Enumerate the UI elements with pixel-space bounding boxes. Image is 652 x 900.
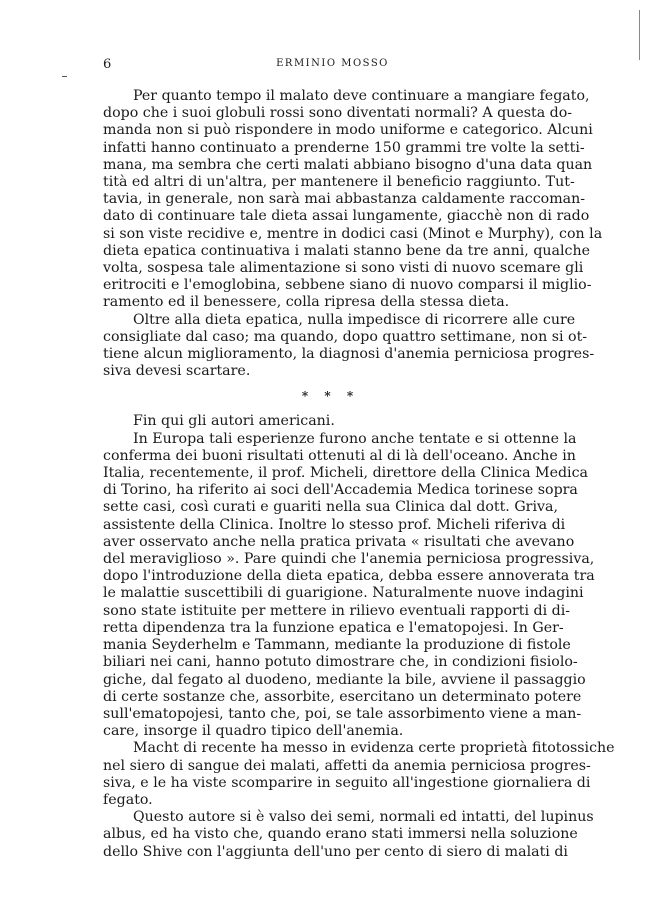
text-line: di Torino, ha riferito ai soci dell'Accademia Medica torinese sopra — [103, 482, 578, 499]
page-header — [103, 57, 562, 75]
text-line: sono state istituite per mettere in rilievo eventuali rapporti di di- — [103, 602, 571, 619]
text-line: Oltre alla dieta epatica, nulla impedisce di ricorrere alle cure — [133, 311, 576, 328]
text-line: tavia, in generale, non sarà mai abbastanza caldamente raccoman- — [103, 191, 586, 208]
margin-tick — [62, 76, 67, 77]
text-line: conferma dei buoni risultati ottenuti al di là dell'oceano. Anche in — [103, 447, 576, 464]
text-line: dopo l'introduzione della dieta epatica, debba essere annoverata tra — [103, 568, 595, 585]
text-line: aver osservato anche nella pratica privata « risultati che avevano — [103, 533, 575, 550]
text-line: infatti hanno continuato a prenderne 150 grammi tre volte la setti- — [103, 139, 585, 156]
text-line: si son viste recidive e, mentre in dodici casi (Minot e Murphy), con la — [103, 225, 603, 242]
text-line: ramento ed il benessere, colla ripresa della stessa dieta. — [103, 294, 510, 311]
text-line: volta, sospesa tale alimentazione si sono visti di nuovo scemare gli — [103, 260, 584, 277]
page-number: 6 — [103, 57, 112, 72]
paragraph — [103, 430, 595, 741]
text-line: sull'ematopojesi, tanto che, poi, se tale assorbimento viene a man- — [103, 705, 582, 722]
text-line: fegato. — [103, 791, 153, 808]
text-line: retta dipendenza tra la funzione epatica e l'ematopojesi. In Ger- — [103, 619, 564, 636]
text-line: Fin qui gli autori americani. — [133, 413, 335, 430]
paragraph — [103, 809, 594, 861]
text-line: assistente della Clinica. Inoltre lo stesso prof. Micheli riferiva di — [103, 516, 566, 533]
paragraphs-before-separator — [103, 88, 603, 380]
text-line: di certe sostanze che, assorbite, esercitano un determinato potere — [103, 688, 582, 705]
text-line: Italia, recentemente, il prof. Micheli, direttore della Clinica Medica — [103, 465, 588, 482]
paragraph — [103, 311, 595, 381]
text-line: biliari nei cani, hanno potuto dimostrare che, in condizioni fisiolo- — [103, 654, 578, 671]
section-separator: * * * — [301, 389, 360, 404]
text-line: tità ed altri di un'altra, per mantenere il beneficio raggiunto. Tut- — [103, 174, 575, 191]
paragraph — [103, 413, 558, 430]
text-line: In Europa tali esperienze furono anche tentate e si ottenne la — [133, 430, 577, 447]
running-head: ERMINIO MOSSO — [276, 58, 389, 69]
text-line: dello Shive con l'aggiunta dell'uno per cento di siero di malati di — [103, 843, 568, 860]
text-line: care, insorge il quadro tipico dell'anemia. — [103, 723, 404, 740]
text-line: tiene alcun miglioramento, la diagnosi d'anemia perniciosa progres- — [103, 346, 595, 363]
text-line: albus, ed ha visto che, quando erano stati immersi nella soluzione — [103, 826, 578, 843]
paragraph — [103, 740, 615, 809]
text-line: siva devesi scartare. — [103, 363, 251, 380]
text-line: Macht di recente ha messo in evidenza certe proprietà fitotossiche — [133, 740, 615, 757]
text-line: consigliate dal caso; ma quando, dopo quattro settimane, non si ot- — [103, 328, 588, 345]
text-line: dieta epatica continuativa i malati stanno bene da tre anni, qualche — [103, 242, 591, 259]
text-line: mana, ma sembra che certi malati abbiano bisogno d'una data quan — [103, 156, 593, 173]
body-text — [103, 88, 615, 861]
text-line: del meraviglioso ». Pare quindi che l'anemia perniciosa progressiva, — [103, 551, 595, 568]
text-line: siva, e le ha viste scomparire in seguito all'ingestione giornaliera di — [103, 774, 591, 791]
text-line: sette casi, così curati e guariti nella sua Clinica dal dott. Griva, — [103, 499, 558, 516]
text-line: Questo autore si è valso dei semi, normali ed intatti, del lupinus — [133, 809, 594, 826]
text-line: dato di continuare tale dieta assai lungamente, giacchè non di rado — [103, 208, 590, 225]
paragraphs-after-separator — [103, 413, 615, 860]
page-edge-line — [639, 10, 640, 60]
text-line: eritrociti e l'emoglobina, sebbene siano di nuovo comparsi il miglio- — [103, 277, 592, 294]
text-line: dopo che i suoi globuli rossi sono diventati normali? A questa do- — [103, 105, 573, 122]
text-line: giche, dal fegato al duodeno, mediante la bile, avviene il passaggio — [103, 671, 586, 688]
paragraph — [103, 88, 603, 312]
text-line: manda non si può rispondere in modo uniforme e categorico. Alcuni — [103, 122, 593, 139]
text-line: nel siero di sangue dei malati, affetti da anemia perniciosa progres- — [103, 757, 591, 774]
text-line: le malattie suscettibili di guarigione. Naturalmente nuove indagini — [103, 585, 584, 602]
text-line: Per quanto tempo il malato deve continuare a mangiare fegato, — [133, 88, 590, 104]
text-line: mania Seyderhelm e Tammann, mediante la produzione di fistole — [103, 637, 571, 654]
